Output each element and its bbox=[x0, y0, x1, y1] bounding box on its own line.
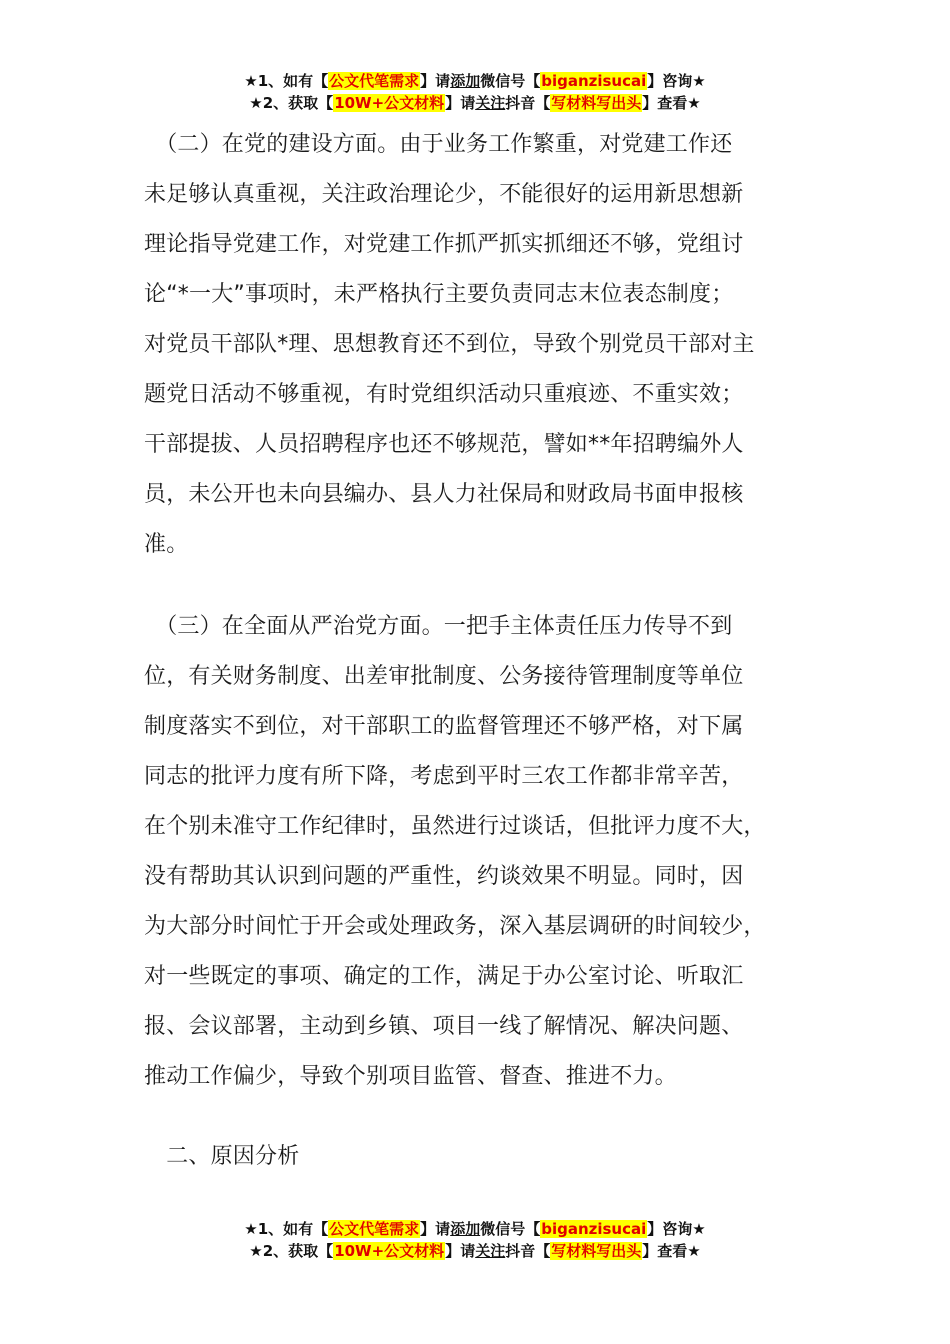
banner-text: 】请 bbox=[420, 72, 451, 90]
banner-text: 】请 bbox=[445, 1242, 476, 1260]
text-line: 为大部分时间忙于开会或处理政务，深入基层调研的时间较少， bbox=[144, 914, 766, 939]
banner-text: 】查看★ bbox=[642, 94, 701, 112]
text-line: 题党日活动不够重视，有时党组织活动只重痕迹、不重实效； bbox=[144, 382, 744, 407]
banner-text: ★1、如有【 bbox=[244, 1220, 329, 1238]
banner-highlight: 10W+公文材料 bbox=[334, 1242, 445, 1260]
paragraph-party-building bbox=[144, 120, 814, 570]
text-line: 同志的批评力度有所下降，考虑到平时三农工作都非常辛苦， bbox=[144, 764, 744, 789]
banner-text: 抖音【 bbox=[505, 94, 551, 112]
text-line: 报、会议部署，主动到乡镇、项目一线了解情况、解决问题、 bbox=[144, 1014, 744, 1039]
text-line: （三）在全面从严治党方面。一把手主体责任压力传导不到 bbox=[144, 614, 733, 639]
banner-line-1 bbox=[0, 70, 950, 92]
banner-text: 微信号【 bbox=[480, 72, 541, 90]
text-line: 在个别未准守工作纪律时，虽然进行过谈话，但批评力度不大， bbox=[144, 814, 766, 839]
text-line: （二）在党的建设方面。由于业务工作繁重，对党建工作还 bbox=[144, 132, 733, 157]
text-line: 未足够认真重视，关注政治理论少，不能很好的运用新思想新 bbox=[144, 182, 744, 207]
text-line: 准。 bbox=[144, 532, 189, 557]
banner-line-2 bbox=[0, 92, 950, 114]
banner-text: 抖音【 bbox=[505, 1242, 551, 1260]
banner-highlight: 10W+公文材料 bbox=[334, 94, 445, 112]
banner-underline: 关注 bbox=[475, 1242, 506, 1260]
banner-highlight: 写材料写出头 bbox=[551, 1242, 642, 1260]
text-line: 位，有关财务制度、出差审批制度、公务接待管理制度等单位 bbox=[144, 664, 744, 689]
paragraph-spacer bbox=[144, 570, 814, 602]
banner-text: ★1、如有【 bbox=[244, 72, 329, 90]
banner-underline: 添加 bbox=[450, 1220, 481, 1238]
banner-highlight: biganzisucai bbox=[541, 1220, 647, 1238]
text-line: 对一些既定的事项、确定的工作，满足于办公室讨论、听取汇 bbox=[144, 964, 744, 989]
text-line: 没有帮助其认识到问题的严重性，约谈效果不明显。同时，因 bbox=[144, 864, 744, 889]
banner-text: 】请 bbox=[420, 1220, 451, 1238]
banner-highlight: biganzisucai bbox=[541, 72, 647, 90]
text-line: 干部提拔、人员招聘程序也还不够规范，譬如**年招聘编外人 bbox=[144, 432, 744, 457]
banner-text: 】请 bbox=[445, 94, 476, 112]
banner-highlight: 公文代笔需求 bbox=[329, 72, 420, 90]
banner-line-2 bbox=[0, 1240, 950, 1262]
banner-underline: 关注 bbox=[475, 94, 506, 112]
text-line: 理论指导党建工作，对党建工作抓严抓实抓细还不够，党组讨 bbox=[144, 232, 744, 257]
footer-banner bbox=[0, 1218, 950, 1262]
banner-text: 】咨询★ bbox=[647, 72, 706, 90]
header-banner bbox=[0, 70, 950, 114]
banner-text: 微信号【 bbox=[480, 1220, 541, 1238]
banner-text: 】查看★ bbox=[642, 1242, 701, 1260]
banner-underline: 添加 bbox=[450, 72, 481, 90]
text-line: 论“*一大”事项时，未严格执行主要负责同志末位表态制度； bbox=[144, 282, 734, 307]
banner-text: 】咨询★ bbox=[647, 1220, 706, 1238]
text-line: 对党员干部队*理、思想教育还不到位，导致个别党员干部对主 bbox=[144, 332, 755, 357]
paragraph-spacer bbox=[144, 1102, 814, 1132]
banner-line-1 bbox=[0, 1218, 950, 1240]
paragraph-strict-governance bbox=[144, 602, 814, 1102]
text-line: 员，未公开也未向县编办、县人力社保局和财政局书面申报核 bbox=[144, 482, 744, 507]
banner-text: ★2、获取【 bbox=[249, 1242, 334, 1260]
document-body bbox=[144, 120, 814, 1182]
section-heading: 二、原因分析 bbox=[144, 1144, 300, 1169]
text-line: 推动工作偏少，导致个别项目监管、督查、推进不力。 bbox=[144, 1064, 677, 1089]
banner-highlight: 写材料写出头 bbox=[551, 94, 642, 112]
banner-highlight: 公文代笔需求 bbox=[329, 1220, 420, 1238]
text-line: 制度落实不到位，对干部职工的监督管理还不够严格，对下属 bbox=[144, 714, 744, 739]
banner-text: ★2、获取【 bbox=[249, 94, 334, 112]
